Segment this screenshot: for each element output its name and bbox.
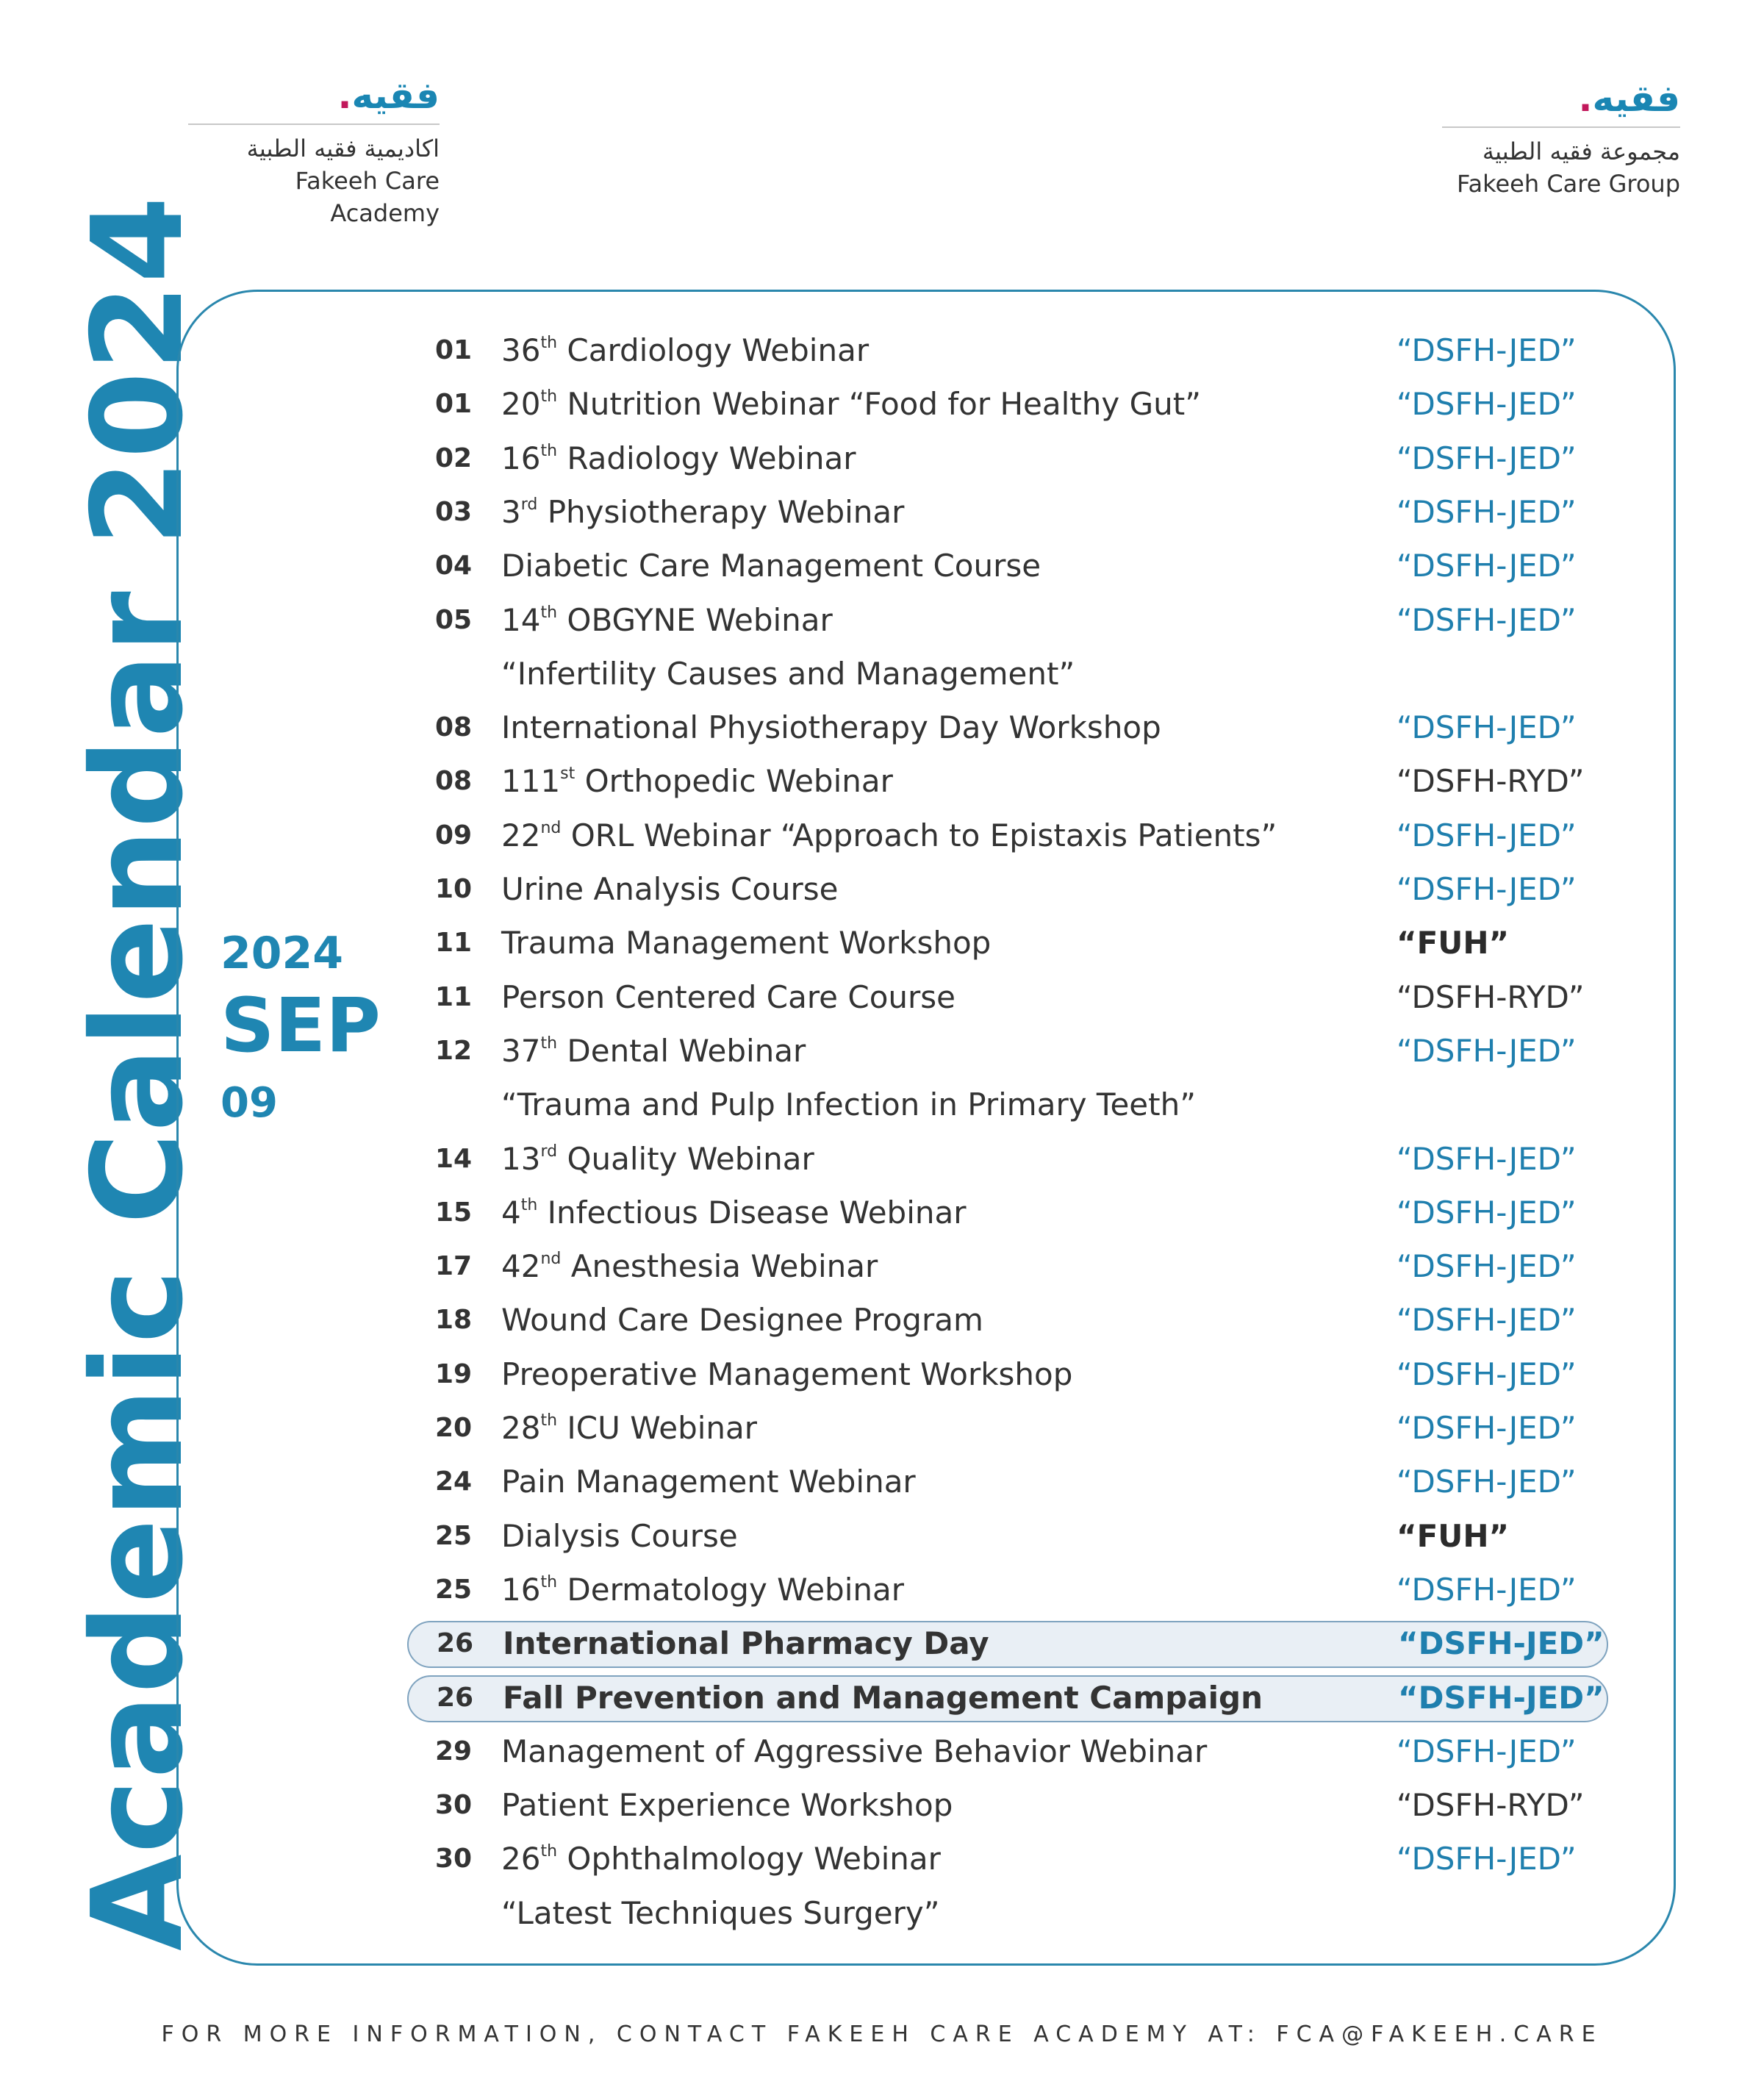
event-ordinal-suffix: nd xyxy=(540,1250,562,1268)
event-title xyxy=(501,1302,983,1338)
footer-contact: FOR MORE INFORMATION, CONTACT FAKEEH CARE ACADEMY AT: FCA@FAKEEH.CARE xyxy=(161,2022,1603,2047)
event-title xyxy=(501,602,833,638)
event-ordinal-number: 3 xyxy=(501,494,521,530)
event-day: 01 xyxy=(435,335,473,365)
event-title xyxy=(503,1680,1263,1716)
event-ordinal-number: 111 xyxy=(501,763,561,799)
group-logo-divider xyxy=(1442,126,1680,128)
date-year: 2024 xyxy=(220,928,343,979)
event-row xyxy=(407,1297,1608,1344)
event-title xyxy=(503,1625,989,1661)
event-row xyxy=(407,813,1608,860)
event-ordinal-number: 22 xyxy=(501,817,541,853)
event-ordinal-number: 16 xyxy=(501,440,541,476)
event-row xyxy=(407,1136,1608,1184)
event-ordinal-number: 13 xyxy=(501,1141,541,1177)
event-ordinal-number: 14 xyxy=(501,602,541,638)
event-row xyxy=(407,705,1608,752)
event-row xyxy=(407,1459,1608,1506)
event-title xyxy=(501,979,956,1015)
page-title: Academic Calendar 2024 xyxy=(65,195,211,1952)
event-location: “DSFH-JED” xyxy=(1396,871,1577,907)
event-row xyxy=(407,1244,1608,1291)
event-location: “DSFH-JED” xyxy=(1396,602,1577,638)
event-location: “DSFH-JED” xyxy=(1396,440,1577,476)
event-ordinal-suffix: th xyxy=(520,1196,538,1214)
event-title-text: Quality Webinar xyxy=(567,1141,814,1177)
event-location: “DSFH-JED” xyxy=(1396,1195,1577,1231)
event-title-text: Radiology Webinar xyxy=(567,440,856,476)
event-title xyxy=(501,1195,966,1231)
event-row xyxy=(407,1621,1608,1668)
academy-logo xyxy=(188,74,440,229)
event-day: 30 xyxy=(435,1790,473,1820)
event-ordinal-suffix: th xyxy=(540,442,558,460)
event-row xyxy=(407,1783,1608,1830)
event-day: 03 xyxy=(435,497,473,527)
event-day: 25 xyxy=(435,1575,473,1605)
event-title-text: Patient Experience Workshop xyxy=(501,1787,953,1823)
date-month: SEP xyxy=(220,982,381,1070)
event-title xyxy=(501,1464,916,1500)
date-month-number: 09 xyxy=(220,1079,278,1127)
event-day: 08 xyxy=(435,766,473,796)
event-ordinal-suffix: nd xyxy=(540,819,562,837)
event-title xyxy=(501,332,869,368)
event-title-text: Nutrition Webinar “Food for Healthy Gut” xyxy=(567,386,1201,422)
event-title-text: ICU Webinar xyxy=(567,1410,758,1446)
event-location: “DSFH-JED” xyxy=(1396,1572,1577,1608)
event-title-text: Dental Webinar xyxy=(567,1033,806,1069)
event-title xyxy=(501,1572,904,1608)
event-location: “DSFH-JED” xyxy=(1396,1356,1577,1392)
event-location: “DSFH-JED” xyxy=(1396,1464,1577,1500)
event-title xyxy=(501,494,904,530)
event-location: “DSFH-JED” xyxy=(1396,494,1577,530)
event-location: “DSFH-JED” xyxy=(1396,1841,1577,1877)
event-title xyxy=(501,709,1161,745)
event-day: 15 xyxy=(435,1197,473,1228)
event-title-text: Fall Prevention and Management Campaign xyxy=(503,1680,1263,1716)
event-day: 09 xyxy=(435,820,473,851)
event-day: 12 xyxy=(435,1036,473,1066)
event-location: “DSFH-JED” xyxy=(1396,332,1577,368)
event-location: “DSFH-RYD” xyxy=(1396,979,1585,1015)
event-row xyxy=(407,382,1608,429)
event-title-text: Management of Aggressive Behavior Webinar xyxy=(501,1733,1208,1769)
event-ordinal-number: 16 xyxy=(501,1572,541,1608)
group-english-name: Fakeeh Care Group xyxy=(1457,170,1680,198)
event-row xyxy=(407,1514,1608,1561)
event-location: “DSFH-JED” xyxy=(1398,1680,1605,1716)
event-title xyxy=(501,1787,953,1823)
event-row xyxy=(407,1406,1608,1453)
event-title-text: Orthopedic Webinar xyxy=(584,763,893,799)
event-ordinal-suffix: rd xyxy=(540,1142,558,1161)
event-location: “DSFH-JED” xyxy=(1396,1410,1577,1446)
event-title xyxy=(501,386,1201,422)
event-row xyxy=(407,1675,1608,1722)
event-day: 29 xyxy=(435,1736,473,1766)
event-day: 18 xyxy=(435,1305,473,1335)
event-ordinal-number: 26 xyxy=(501,1841,541,1877)
event-day: 14 xyxy=(435,1144,473,1174)
event-location: “DSFH-JED” xyxy=(1396,1033,1577,1069)
event-ordinal-suffix: st xyxy=(560,765,576,783)
event-title-text: Pain Management Webinar xyxy=(501,1464,916,1500)
event-ordinal-number: 42 xyxy=(501,1248,541,1284)
event-row xyxy=(407,1729,1608,1776)
group-logo xyxy=(1442,76,1680,200)
event-title-text: Person Centered Care Course xyxy=(501,979,956,1015)
event-title xyxy=(501,1248,878,1284)
event-row xyxy=(407,1190,1608,1237)
event-row xyxy=(407,1836,1608,1883)
event-title-text: Ophthalmology Webinar xyxy=(567,1841,941,1877)
event-title xyxy=(501,1733,1207,1769)
event-ordinal-suffix: th xyxy=(540,604,558,622)
event-title xyxy=(501,763,893,799)
event-title xyxy=(501,1410,757,1446)
event-ordinal-number: 4 xyxy=(501,1195,521,1231)
event-title-text: Physiotherapy Webinar xyxy=(547,494,905,530)
event-day: 20 xyxy=(435,1413,473,1443)
event-ordinal-suffix: th xyxy=(540,1573,558,1591)
event-ordinal-suffix: th xyxy=(540,1842,558,1861)
event-title xyxy=(501,1141,814,1177)
event-title-text: ORL Webinar “Approach to Epistaxis Patients” xyxy=(570,817,1277,853)
event-title-text: Cardiology Webinar xyxy=(567,332,870,368)
event-day: 01 xyxy=(435,389,473,419)
event-day: 08 xyxy=(435,712,473,742)
event-location: “DSFH-JED” xyxy=(1396,548,1577,584)
event-day: 30 xyxy=(435,1844,473,1874)
event-ordinal-suffix: th xyxy=(540,387,558,406)
event-location: “FUH” xyxy=(1396,925,1510,961)
event-day: 11 xyxy=(435,982,473,1012)
academy-arabic-name: اكاديمية فقيه الطبية xyxy=(246,135,440,162)
event-title-text: Wound Care Designee Program xyxy=(501,1302,983,1338)
event-title-text: Urine Analysis Course xyxy=(501,871,839,907)
event-row xyxy=(407,975,1608,1022)
event-row xyxy=(407,1567,1608,1614)
event-location: “DSFH-JED” xyxy=(1398,1625,1605,1661)
event-ordinal-suffix: th xyxy=(540,334,558,352)
event-day: 05 xyxy=(435,605,473,635)
event-day: 24 xyxy=(435,1467,473,1497)
event-location: “FUH” xyxy=(1396,1518,1510,1554)
event-location: “DSFH-JED” xyxy=(1396,709,1577,745)
event-day: 04 xyxy=(435,551,473,581)
event-title-text: International Physiotherapy Day Workshop xyxy=(501,709,1161,745)
event-row xyxy=(407,867,1608,914)
event-ordinal-number: 20 xyxy=(501,386,541,422)
event-title xyxy=(501,548,1041,584)
event-location: “DSFH-JED” xyxy=(1396,1141,1577,1177)
event-title-text: Trauma Management Workshop xyxy=(501,925,992,961)
event-title-text: Preoperative Management Workshop xyxy=(501,1356,1073,1392)
academy-english-name: Fakeeh Care Academy xyxy=(295,167,440,227)
event-title xyxy=(501,1518,738,1554)
group-logo-mark: فقيه. xyxy=(1578,77,1680,120)
event-title-text: Infectious Disease Webinar xyxy=(547,1195,967,1231)
event-title-text: Anesthesia Webinar xyxy=(570,1248,878,1284)
event-title-text: Diabetic Care Management Course xyxy=(501,548,1041,584)
event-ordinal-suffix: th xyxy=(540,1411,558,1430)
event-title-text: Dermatology Webinar xyxy=(567,1572,905,1608)
event-ordinal-number: 36 xyxy=(501,332,541,368)
event-title-text: Dialysis Course xyxy=(501,1518,738,1554)
event-ordinal-number: 37 xyxy=(501,1033,541,1069)
event-location: “DSFH-JED” xyxy=(1396,1733,1577,1769)
event-ordinal-suffix: rd xyxy=(520,495,538,514)
event-title xyxy=(501,817,1277,853)
academy-logo-divider xyxy=(188,123,440,125)
event-row xyxy=(407,328,1608,375)
event-location: “DSFH-JED” xyxy=(1396,1302,1577,1338)
event-location: “DSFH-JED” xyxy=(1396,1248,1577,1284)
event-ordinal-suffix: th xyxy=(540,1034,558,1053)
event-row xyxy=(407,920,1608,967)
event-title-text: International Pharmacy Day xyxy=(503,1625,989,1661)
event-row xyxy=(407,436,1608,483)
group-arabic-name: مجموعة فقيه الطبية xyxy=(1482,137,1680,165)
event-row xyxy=(407,1352,1608,1399)
event-subtitle: “Latest Techniques Surgery” xyxy=(501,1895,940,1931)
event-day: 10 xyxy=(435,874,473,904)
event-title-text: OBGYNE Webinar xyxy=(567,602,833,638)
event-subtitle: “Infertility Causes and Management” xyxy=(501,656,1075,692)
event-day: 19 xyxy=(435,1359,473,1389)
event-row xyxy=(407,1028,1608,1075)
academy-logo-mark: فقيه. xyxy=(337,74,440,117)
event-day: 26 xyxy=(437,1683,474,1713)
event-title xyxy=(501,1356,1072,1392)
event-day: 17 xyxy=(435,1251,473,1281)
event-title xyxy=(501,440,856,476)
event-day: 11 xyxy=(435,928,473,958)
event-ordinal-number: 28 xyxy=(501,1410,541,1446)
event-location: “DSFH-RYD” xyxy=(1396,763,1585,799)
event-location: “DSFH-JED” xyxy=(1396,817,1577,853)
event-day: 25 xyxy=(435,1521,473,1551)
event-row xyxy=(407,598,1608,645)
event-title xyxy=(501,925,991,961)
event-location: “DSFH-JED” xyxy=(1396,386,1577,422)
event-row xyxy=(407,543,1608,590)
event-day: 26 xyxy=(437,1628,474,1658)
event-row xyxy=(407,759,1608,806)
event-location: “DSFH-RYD” xyxy=(1396,1787,1585,1823)
event-row xyxy=(407,490,1608,537)
event-subtitle: “Trauma and Pulp Infection in Primary Teeth” xyxy=(501,1086,1196,1122)
event-title xyxy=(501,1033,806,1069)
event-title xyxy=(501,1841,941,1877)
event-title xyxy=(501,871,839,907)
event-day: 02 xyxy=(435,443,473,473)
